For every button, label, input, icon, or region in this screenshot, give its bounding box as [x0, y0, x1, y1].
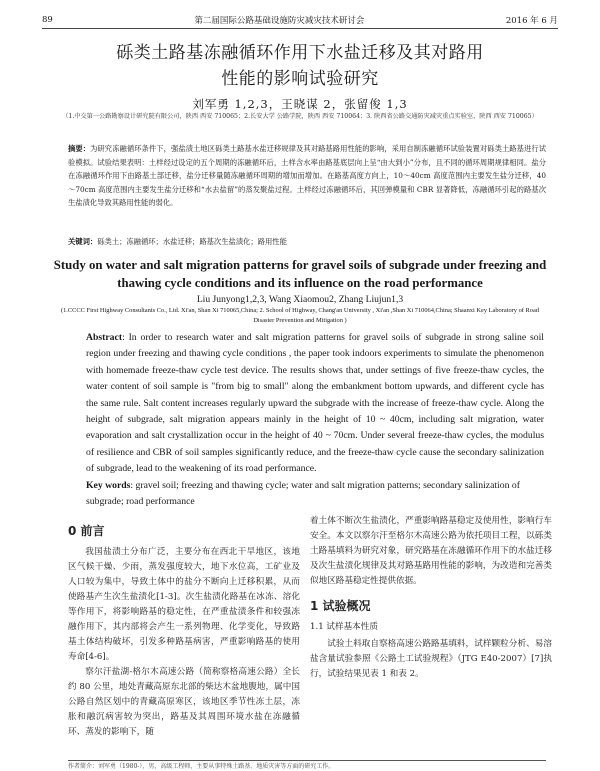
section-1-paragraph-1: 试验土料取自察格高速公路路基填料，试样颗粒分析、易溶盐含量试验参照《公路土工试验规程》（JTG E40-2007）[7]执行，试验结果见表 1 和表 2。 — [310, 639, 552, 679]
abstract-en-text: : In order to research water and salt migration patterns for gravel soils of subgrade in strong saline soil region under freezing and thawing cycle conditions , the paper took indoors experiments to simulate the phenomenon with homemade freeze-thaw cycle test device. The results shows that, under settings of five freeze-thaw cycles, the water content of soil sample is "from big to small" along the embankment bottom upwards, and different cycle has the same rule. Salt content increases regularly upward the subgrade with the increase of freeze-thaw cycle. Along the height of subgrade, salt migration appears mainly in the height of 10 ~ 40cm, including salt migration, water evaporation and salt crystallization occur in the height of 40 ~ 70cm. Under several freeze-thaw cycles, the modulus of resilience and CBR of soil samples significantly reduce, and the freeze-thaw cycle cause the secondary salinization of subgrade, lead to the weakening of its road performance. — [86, 332, 544, 475]
header-date: 2016 年 6 月 — [505, 16, 558, 26]
conference-name: 第二届国际公路基础设施防灾减灾技术研讨会 — [194, 16, 365, 26]
affiliation-en: (1.CCCC First Highway Consultants Co., Ltd. Xi'an, Shan Xi 710065,China; 2. School of Highway, Chang'an University , Xi'an ,Shan Xi 710064,China; Shaanxi Key Laboratory of Road Disaster Prevention and Mitigation ) — [60, 307, 540, 324]
section-0-paragraph-1: 我国盐渍土分布广泛，主要分布在西北干旱地区，该地区气候干燥、少雨，蒸发强度较大，地下水位高，工矿业及人口较为集中，导致土体中的盐分不断向上迁移积累，从而使路基产生次生盐渍化[1-3]。次生盐渍化路基在冰冻、溶化等作用下，将影响路基的稳定性，在严重盐渍条件和较强冻融作用下，其内部将会产生一系列物理、化学变化，导致路基土体结构破坏，引发多种路基病害，严重影响路基的使用寿命[4-6]。 — [68, 547, 300, 662]
authors-en: Liu Junyong1,2,3, Wang Xiaomou2, Zhang Liujun1,3 — [196, 294, 404, 305]
abstract-en-label: Abstract — [86, 332, 123, 343]
body-left-column — [68, 514, 300, 740]
running-header — [42, 12, 558, 29]
section-0-heading: 0 前言 — [68, 524, 105, 538]
paper-title-en: Study on water and salt migration patterns for gravel soils of subgrade under freezing and thawing cycle conditions and its influence on the road performance — [53, 258, 547, 290]
body-right-column — [310, 514, 552, 682]
section-1-heading: 1 试验概况 — [310, 599, 371, 613]
keywords-zh — [68, 236, 546, 248]
abstract-zh-text: 为研究冻融循环条件下，强盐渍土地区砾类土路基水盐迁移规律及其对路基路用性能的影响，采用自制冻融循环试验装置对砾类土路基进行试验模拟。试验结果表明：土样经过设定的五个周期的冻融循环后，土样含水率由路基底层向上呈“由大到小”分布，且不同的循环周期规律相同。盐分在冻融循环作用下由路基土部迁移，盐分迁移量随冻融循环周期的增加而增加。在路基高度方向上，10～40cm 高度范围内主要发生盐分迁移，40～70cm 高度范围内主要发生盐分迁移和“水去盐留”的蒸发聚盐过程。土样经过冻融循环后，其回弹模量和 CBR 显著降低，冻融循环引起的路基次生盐渍化导致其路用性能的弱化。 — [68, 144, 547, 208]
page-number: 89 — [42, 15, 53, 25]
paper-title-line-2: 性能的影响试验研究 — [221, 69, 379, 89]
section-0-paragraph-2: 察尔汗盐湖-格尔木高速公路（简称察格高速公路）全长约 80 公里，地处青藏高原东北部的柴达木盆地腹地，属中国公路自然区划中的青藏高原寒区，该地区季节性冻土层，冻胀和融沉病害较为突出，路基及其周围环境水盐在冻融循环、蒸发的影响下，随 — [68, 667, 300, 737]
keywords-en — [86, 478, 544, 511]
right-column-paragraph-1: 着土体不断次生盐渍化，严重影响路基稳定及使用性，影响行车安全。本文以察尔汗至格尔木高速公路为依托项目工程，以砾类土路基填料为研究对象，研究路基在冻融循环作用下的水盐迁移及次生盐渍化规律及其对路基路用性能的影响，为改造和完善类似地区路基稳定性提供依据。 — [310, 516, 552, 586]
keywords-en-label: Key words — [86, 480, 131, 491]
abstract-zh-label: 摘要： — [68, 144, 91, 153]
section-1-1-heading: 1.1 试样基本性质 — [310, 622, 378, 632]
abstract-en — [86, 330, 544, 478]
keywords-en-text: : gravel soil; freezing and thawing cycle; water and salt migration patterns; secondary salinization of subgrade; road performance — [86, 480, 520, 508]
abstract-zh — [68, 142, 546, 210]
authors-zh: 刘军勇 1,2,3，王晓谋 2，张留俊 1,3 — [192, 97, 408, 111]
keywords-zh-text: 砾类土；冻融循环；水盐迁移；路基次生盐渍化；路用性能 — [97, 237, 287, 246]
keywords-zh-label: 关键词： — [68, 237, 98, 246]
paper-title-line-1: 砾类土路基冻融循环作用下水盐迁移及其对路用 — [116, 43, 484, 63]
paper-title — [30, 40, 570, 92]
affiliation-zh: （1.中交第一公路勘察设计研究院有限公司，陕西 西安 710065；2.长安大学 公路学院，陕西 西安 710064；3. 陕西省公路交通防灾减灾重点实验室，陕西 西安 710065） — [62, 113, 538, 120]
footnote: 作者简介：刘军勇（1980-），男，高级工程师，主要从事特殊土路基、地质灾害等方面的研究工作。 — [68, 760, 546, 771]
